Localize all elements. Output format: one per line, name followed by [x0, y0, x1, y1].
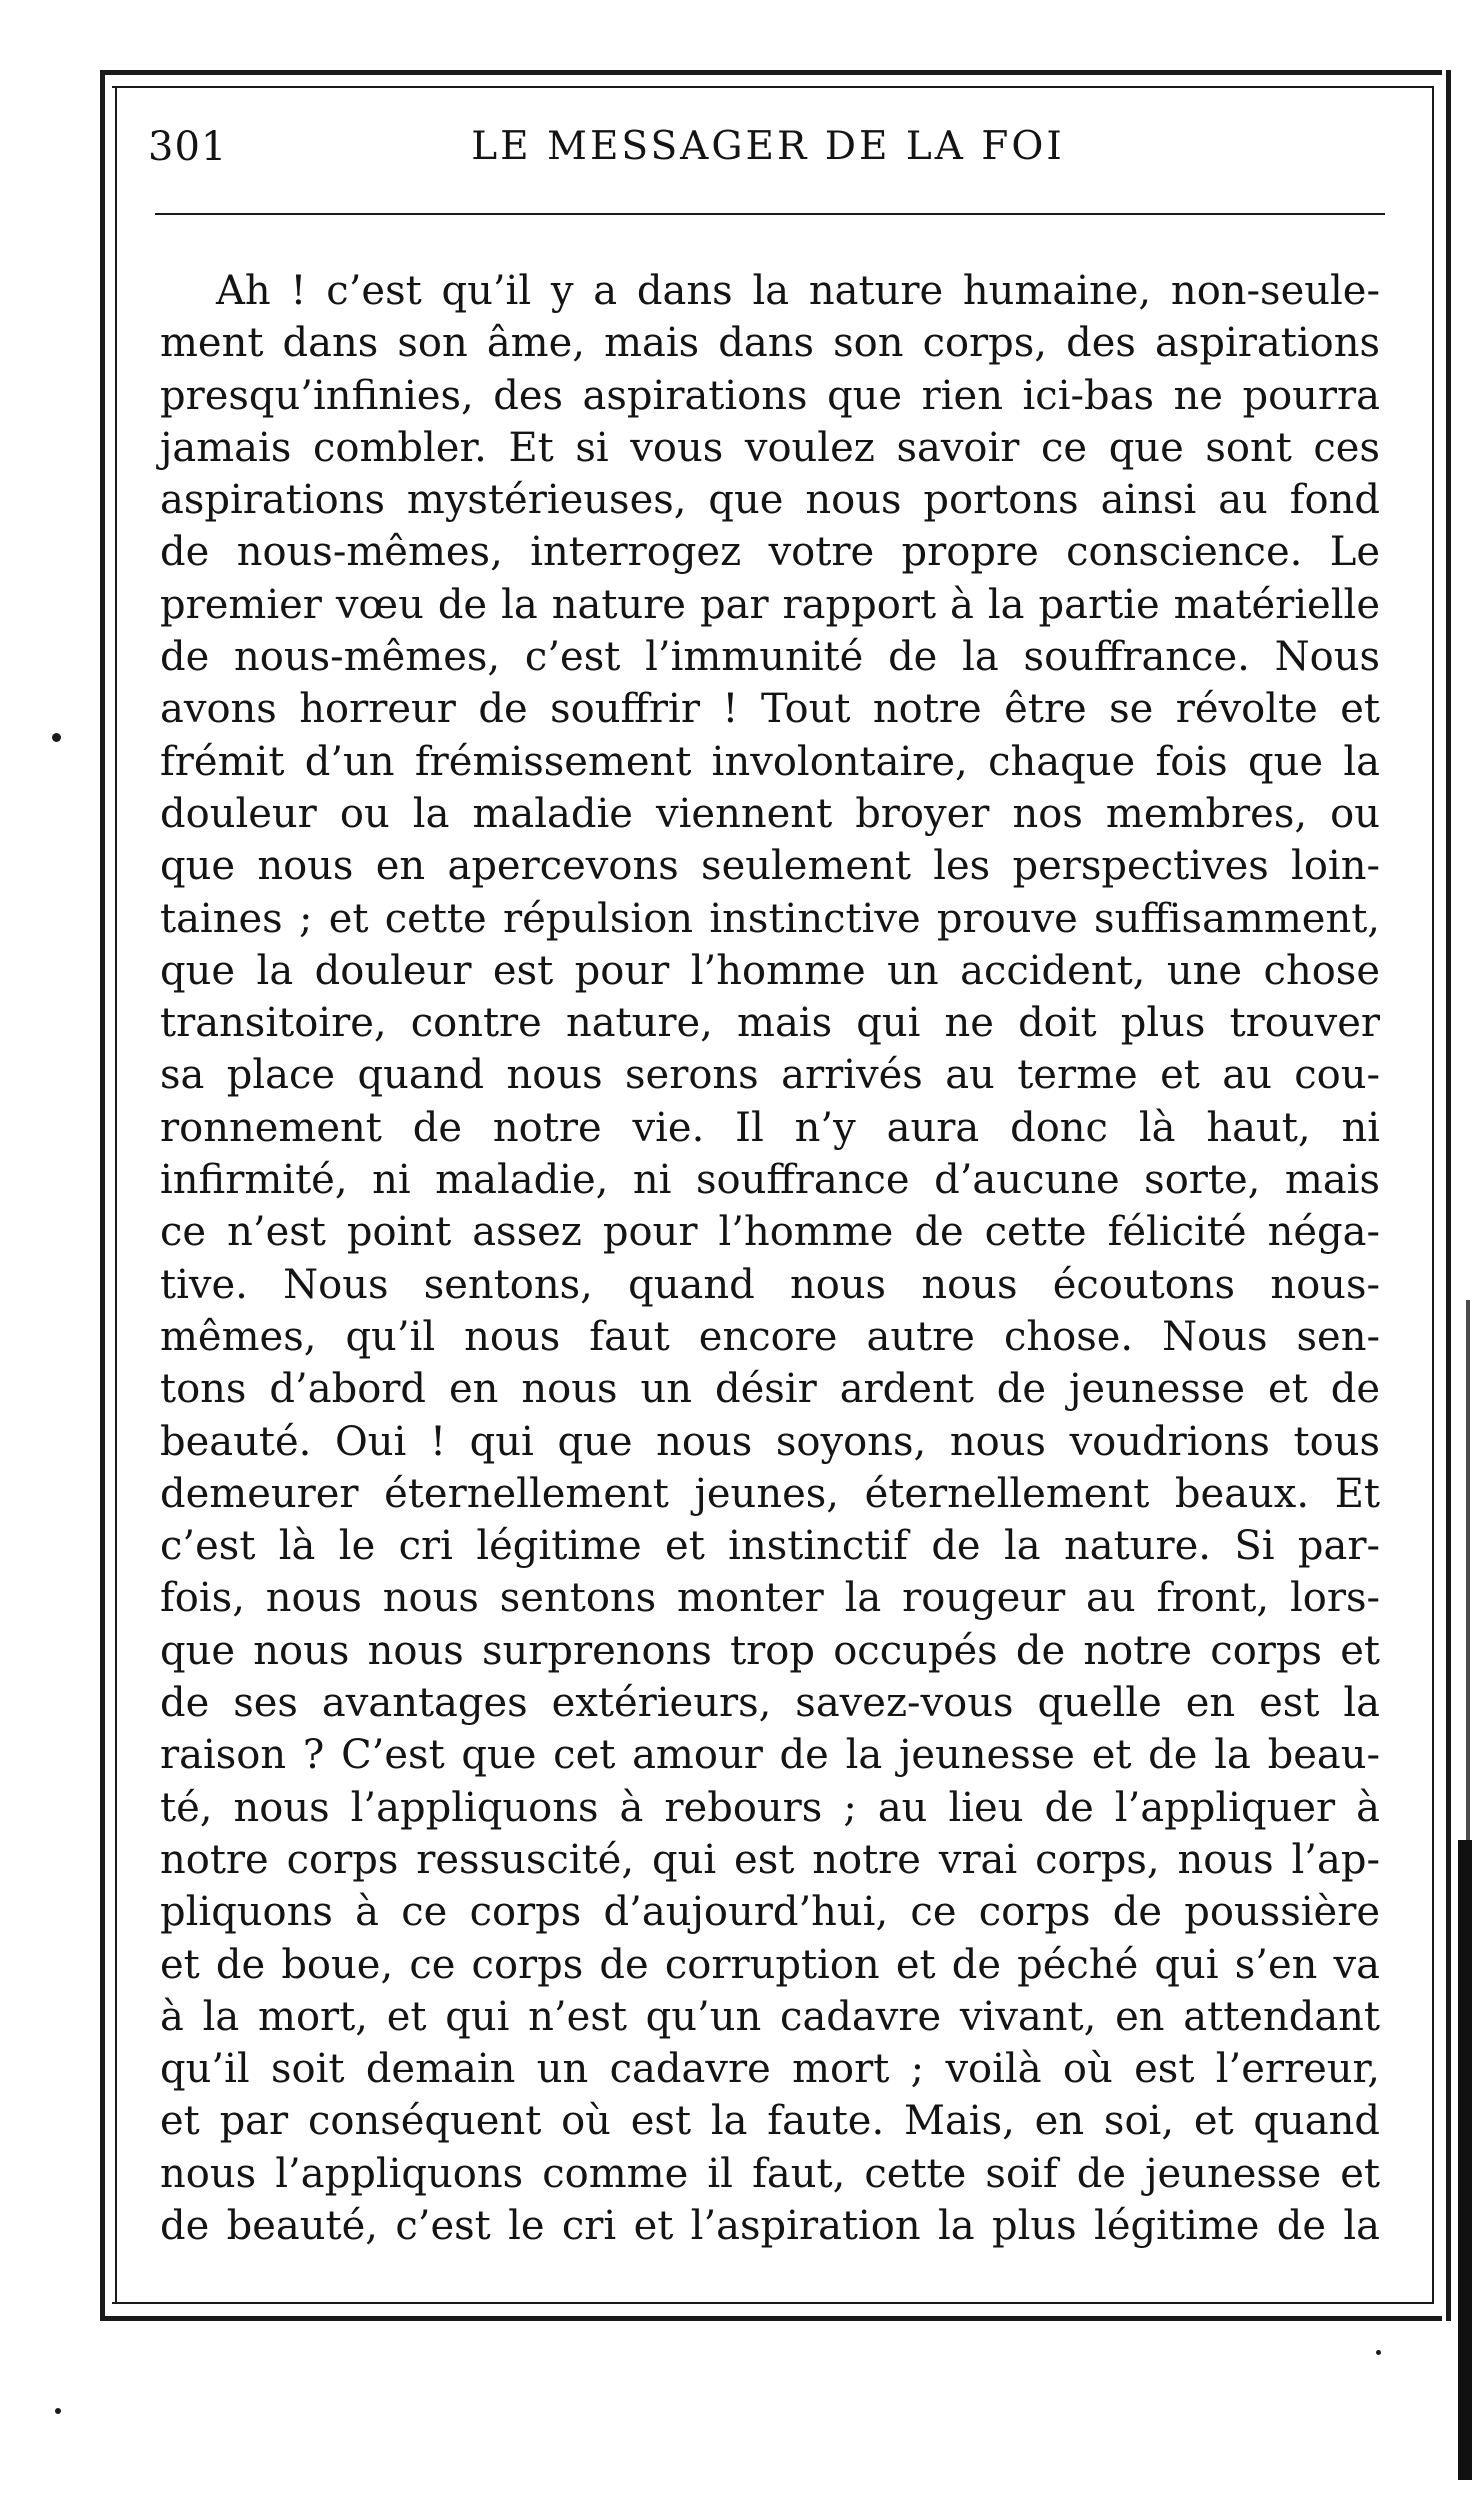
binding-edge-shadow: [1458, 1840, 1472, 2480]
text-line: à la mort, et qui n’est qu’un cadavre vivant, en attendant: [160, 1993, 1380, 2040]
text-line: avons horreur de souffrir ! Tout notre être se révolte et: [160, 686, 1380, 733]
text-line: et de boue, ce corps de corruption et de péché qui s’en va: [160, 1941, 1380, 1988]
text-line: aspirations mystérieuses, que nous portons ainsi au fond: [160, 477, 1380, 524]
text-line: de nous-mêmes, interrogez votre propre conscience. Le: [160, 529, 1380, 576]
text-line: demeurer éternellement jeunes, éternellement beaux. Et: [160, 1470, 1380, 1517]
header-separator-rule: [155, 213, 1385, 215]
text-line: fois, nous nous sentons monter la rougeur au front, lors-: [160, 1575, 1380, 1622]
text-line: qu’il soit demain un cadavre mort ; voilà où est l’erreur,: [160, 2046, 1380, 2093]
text-line: premier vœu de la nature par rapport à la partie matérielle: [160, 581, 1380, 628]
text-line: infirmité, ni maladie, ni souffrance d’aucune sorte, mais: [160, 1157, 1380, 1204]
text-line: que la douleur est pour l’homme un accident, une chose: [160, 947, 1380, 994]
ink-speck: [1376, 2350, 1381, 2355]
text-line: raison ? C’est que cet amour de la jeunesse et de la beau-: [160, 1732, 1380, 1779]
text-line: que nous en apercevons seulement les perspectives loin-: [160, 843, 1380, 890]
frame-bottom-outer-rule: [100, 2316, 1442, 2321]
text-line: et par conséquent où est la faute. Mais, en soi, et quand: [160, 2098, 1380, 2145]
text-line: tive. Nous sentons, quand nous nous écoutons nous-: [160, 1261, 1380, 1308]
running-head: [148, 124, 1388, 184]
text-line: que nous nous surprenons trop occupés de notre corps et: [160, 1627, 1380, 1674]
text-line: mêmes, qu’il nous faut encore autre chose. Nous sen-: [160, 1313, 1380, 1360]
text-line: de ses avantages extérieurs, savez-vous quelle en est la: [160, 1680, 1380, 1727]
text-line: Ah ! c’est qu’il y a dans la nature humaine, non-seule-: [216, 268, 1380, 314]
text-line: tons d’abord en nous un désir ardent de jeunesse et de: [160, 1366, 1380, 1413]
frame-bottom-inner-rule: [112, 2302, 1434, 2304]
text-line: ment dans son âme, mais dans son corps, des aspirations: [160, 320, 1380, 367]
text-line: de beauté, c’est le cri et l’aspiration la plus légitime de la: [160, 2202, 1380, 2249]
body-text: [160, 265, 1380, 2252]
binding-edge-shadow-faint: [1466, 1300, 1470, 1840]
text-line: pliquons à ce corps d’aujourd’hui, ce corps de poussière: [160, 1889, 1380, 1936]
text-line: presqu’infinies, des aspirations que rien ici-bas ne pourra: [160, 372, 1380, 419]
text-line: ronnement de notre vie. Il n’y aura donc là haut, ni: [160, 1104, 1380, 1151]
text-line: nous l’appliquons comme il faut, cette soif de jeunesse et: [160, 2150, 1380, 2197]
text-line: jamais combler. Et si vous voulez savoir ce que sont ces: [160, 424, 1380, 471]
frame-top-inner-rule: [112, 86, 1434, 88]
frame-right-inner-rule: [1432, 86, 1434, 2304]
running-title: LE MESSAGER DE LA FOI: [471, 124, 1065, 169]
ink-speck: [52, 733, 61, 742]
text-line: notre corps ressuscité, qui est notre vrai corps, nous l’ap-: [160, 1836, 1380, 1883]
ink-speck: [55, 2408, 61, 2414]
frame-top-outer-rule: [100, 70, 1442, 75]
text-line: douleur ou la maladie viennent broyer nos membres, ou: [160, 790, 1380, 837]
frame-right-outer-rule: [1446, 70, 1451, 2321]
text-line: transitoire, contre nature, mais qui ne doit plus trouver: [160, 1000, 1380, 1047]
text-line: beauté. Oui ! qui que nous soyons, nous voudrions tous: [160, 1418, 1380, 1465]
text-line: taines ; et cette répulsion instinctive prouve suffisamment,: [160, 895, 1380, 942]
text-line: frémit d’un frémissement involontaire, chaque fois que la: [160, 738, 1380, 785]
text-line: ce n’est point assez pour l’homme de cette félicité néga-: [160, 1209, 1380, 1256]
frame-left-inner-rule: [115, 86, 117, 2304]
text-line: c’est là le cri légitime et instinctif de la nature. Si par-: [160, 1523, 1380, 1570]
frame-left-outer-rule: [100, 70, 105, 2321]
text-line: té, nous l’appliquons à rebours ; au lieu de l’appliquer à: [160, 1784, 1380, 1831]
text-line: sa place quand nous serons arrivés au terme et au cou-: [160, 1052, 1380, 1099]
text-line: de nous-mêmes, c’est l’immunité de la souffrance. Nous: [160, 634, 1380, 681]
page-number: 301: [148, 124, 228, 170]
